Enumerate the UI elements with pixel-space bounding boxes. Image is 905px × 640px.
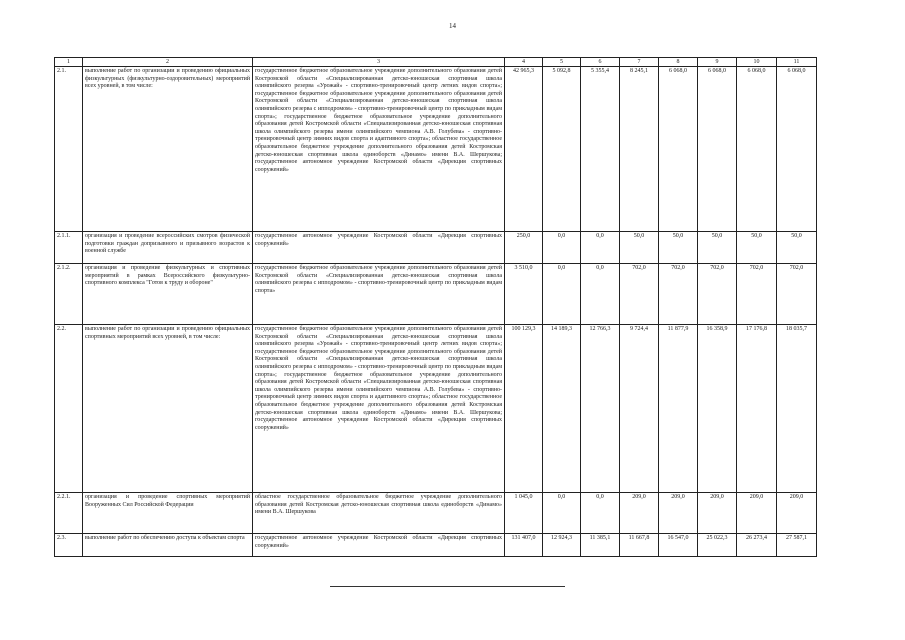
funding-value: 1 045,0 bbox=[505, 493, 543, 534]
funding-value: 0,0 bbox=[581, 493, 620, 534]
funding-value: 5 092,8 bbox=[543, 67, 581, 232]
column-header: 2 bbox=[83, 58, 253, 67]
funding-value: 702,0 bbox=[777, 264, 817, 325]
funding-value: 209,0 bbox=[737, 493, 777, 534]
row-number: 2.2. bbox=[55, 325, 83, 493]
column-header: 5 bbox=[543, 58, 581, 67]
funding-value: 100 129,3 bbox=[505, 325, 543, 493]
funding-value: 8 245,1 bbox=[620, 67, 659, 232]
activity-description: выполнение работ по организации и проведению официальных физкультурных (физкультурно-оздоровительных) мероприятий всех уровней, в том числе: bbox=[83, 67, 253, 232]
column-header: 4 bbox=[505, 58, 543, 67]
funding-value: 16 547,0 bbox=[659, 534, 698, 557]
responsible-executor: государственное бюджетное образовательное учреждение дополнительного образования детей Костромской области «Специализированная детско-юношеская спортивная школа олимпийского резерва «Урожай» - спортивно-тренировочный центр летних видов спорта»; государственное бюджетное образовательное учреждение дополнительного образования детей Костромской области «Специализированная детско-юношеская спортивная школа олимпийского резерва с ипподромом» - спортивно-тренировочный центр по прикладным видам спорта»; государственное бюджетное образовательное учреждение дополнительного образования детей Костромской области «Специализированная детско-юношеская спортивная школа олимпийского резерва имени олимпийского чемпиона А.В. Голубева» - спортивно-тренировочный центр зимних видов спорта и адаптивного спорта»; областное государственное образовательное бюджетное учреждение дополнительного образования детей Костромская детско-юношеская спортивная школа единоборств «Динамо» имени В.А. Шершукова; государственное автономное учреждение Костромской области «Дирекция спортивных сооружений» bbox=[253, 67, 505, 232]
funding-value: 50,0 bbox=[777, 232, 817, 264]
funding-value: 9 724,4 bbox=[620, 325, 659, 493]
column-header: 10 bbox=[737, 58, 777, 67]
funding-value: 0,0 bbox=[581, 232, 620, 264]
funding-value: 26 273,4 bbox=[737, 534, 777, 557]
funding-value: 209,0 bbox=[698, 493, 737, 534]
column-header: 3 bbox=[253, 58, 505, 67]
row-number: 2.3. bbox=[55, 534, 83, 557]
column-header: 8 bbox=[659, 58, 698, 67]
column-header: 7 bbox=[620, 58, 659, 67]
funding-value: 11 877,9 bbox=[659, 325, 698, 493]
funding-value: 17 176,8 bbox=[737, 325, 777, 493]
funding-value: 42 965,3 bbox=[505, 67, 543, 232]
funding-value: 3 510,0 bbox=[505, 264, 543, 325]
funding-value: 6 068,0 bbox=[777, 67, 817, 232]
funding-value: 16 358,9 bbox=[698, 325, 737, 493]
column-header: 11 bbox=[777, 58, 817, 67]
funding-value: 11 385,1 bbox=[581, 534, 620, 557]
responsible-executor: областное государственное образовательное бюджетное учреждение дополнительного образования детей Костромская детско-юношеская спортивная школа единоборств «Динамо» имени В.А. Шершукова bbox=[253, 493, 505, 534]
funding-value: 14 189,3 bbox=[543, 325, 581, 493]
activity-description: организация и проведение спортивных мероприятий Вооруженных Сил Российской Федерации bbox=[83, 493, 253, 534]
column-header: 6 bbox=[581, 58, 620, 67]
page-number: 14 bbox=[449, 22, 456, 30]
table-row bbox=[55, 232, 817, 264]
footer-divider bbox=[330, 586, 565, 587]
table-row bbox=[55, 493, 817, 534]
activity-description: организация и проведение всероссийских смотров физической подготовки граждан допризывного и призывного возрастов к военной службе bbox=[83, 232, 253, 264]
program-table bbox=[54, 57, 817, 557]
table-row bbox=[55, 264, 817, 325]
table-row bbox=[55, 325, 817, 493]
funding-value: 11 667,8 bbox=[620, 534, 659, 557]
funding-value: 0,0 bbox=[543, 264, 581, 325]
activity-description: выполнение работ по организации и проведению официальных спортивных мероприятий всех уровней, в том числе: bbox=[83, 325, 253, 493]
table-row bbox=[55, 67, 817, 232]
funding-value: 702,0 bbox=[698, 264, 737, 325]
row-number: 2.2.1. bbox=[55, 493, 83, 534]
funding-value: 12 924,3 bbox=[543, 534, 581, 557]
column-header: 1 bbox=[55, 58, 83, 67]
funding-value: 5 355,4 bbox=[581, 67, 620, 232]
activity-description: выполнение работ по обеспечению доступа к объектам спорта bbox=[83, 534, 253, 557]
row-number: 2.1.2. bbox=[55, 264, 83, 325]
funding-value: 50,0 bbox=[620, 232, 659, 264]
funding-value: 25 022,3 bbox=[698, 534, 737, 557]
funding-value: 0,0 bbox=[543, 493, 581, 534]
header-row bbox=[55, 58, 817, 67]
funding-value: 702,0 bbox=[659, 264, 698, 325]
responsible-executor: государственное бюджетное образовательное учреждение дополнительного образования детей Костромской области «Специализированная детско-юношеская спортивная школа олимпийского резерва «Урожай» - спортивно-тренировочный центр летних видов спорта»; государственное бюджетное образовательное учреждение дополнительного образования детей Костромской области «Специализированная детско-юношеская спортивная школа олимпийского резерва с ипподромом» - спортивно-тренировочный центр по прикладным видам спорта»; государственное бюджетное образовательное учреждение дополнительного образования детей Костромской области «Специализированная детско-юношеская спортивная школа олимпийского резерва имени олимпийского чемпиона А.В. Голубева» - спортивно-тренировочный центр зимних видов спорта и адаптивного спорта»; областное государственное образовательное бюджетное учреждение дополнительного образования детей Костромская детско-юношеская спортивная школа единоборств «Динамо» имени В.А. Шершукова; государственное автономное учреждение Костромской области «Дирекция спортивных сооружений» bbox=[253, 325, 505, 493]
funding-value: 6 068,0 bbox=[659, 67, 698, 232]
funding-value: 0,0 bbox=[543, 232, 581, 264]
funding-value: 702,0 bbox=[620, 264, 659, 325]
funding-value: 250,0 bbox=[505, 232, 543, 264]
funding-value: 6 068,0 bbox=[737, 67, 777, 232]
table-row bbox=[55, 534, 817, 557]
funding-value: 6 068,0 bbox=[698, 67, 737, 232]
funding-value: 209,0 bbox=[620, 493, 659, 534]
funding-value: 12 766,3 bbox=[581, 325, 620, 493]
row-number: 2.1. bbox=[55, 67, 83, 232]
funding-value: 50,0 bbox=[737, 232, 777, 264]
funding-value: 209,0 bbox=[777, 493, 817, 534]
responsible-executor: государственное автономное учреждение Костромской области «Дирекция спортивных сооружений» bbox=[253, 232, 505, 264]
funding-value: 131 407,0 bbox=[505, 534, 543, 557]
funding-value: 50,0 bbox=[659, 232, 698, 264]
funding-value: 209,0 bbox=[659, 493, 698, 534]
funding-value: 50,0 bbox=[698, 232, 737, 264]
row-number: 2.1.1. bbox=[55, 232, 83, 264]
responsible-executor: государственное автономное учреждение Костромской области «Дирекция спортивных сооружений» bbox=[253, 534, 505, 557]
funding-value: 27 587,1 bbox=[777, 534, 817, 557]
activity-description: организация и проведение физкультурных и спортивных мероприятий в рамках Всероссийского физкультурно-спортивного комплекса "Готов к труду и обороне" bbox=[83, 264, 253, 325]
funding-value: 18 035,7 bbox=[777, 325, 817, 493]
responsible-executor: государственное бюджетное образовательное учреждение дополнительного образования детей Костромской области «Специализированная детско-юношеская спортивная школа олимпийского резерва с ипподромом» - спортивно-тренировочный центр по прикладным видам спорта» bbox=[253, 264, 505, 325]
column-header: 9 bbox=[698, 58, 737, 67]
funding-value: 702,0 bbox=[737, 264, 777, 325]
funding-value: 0,0 bbox=[581, 264, 620, 325]
